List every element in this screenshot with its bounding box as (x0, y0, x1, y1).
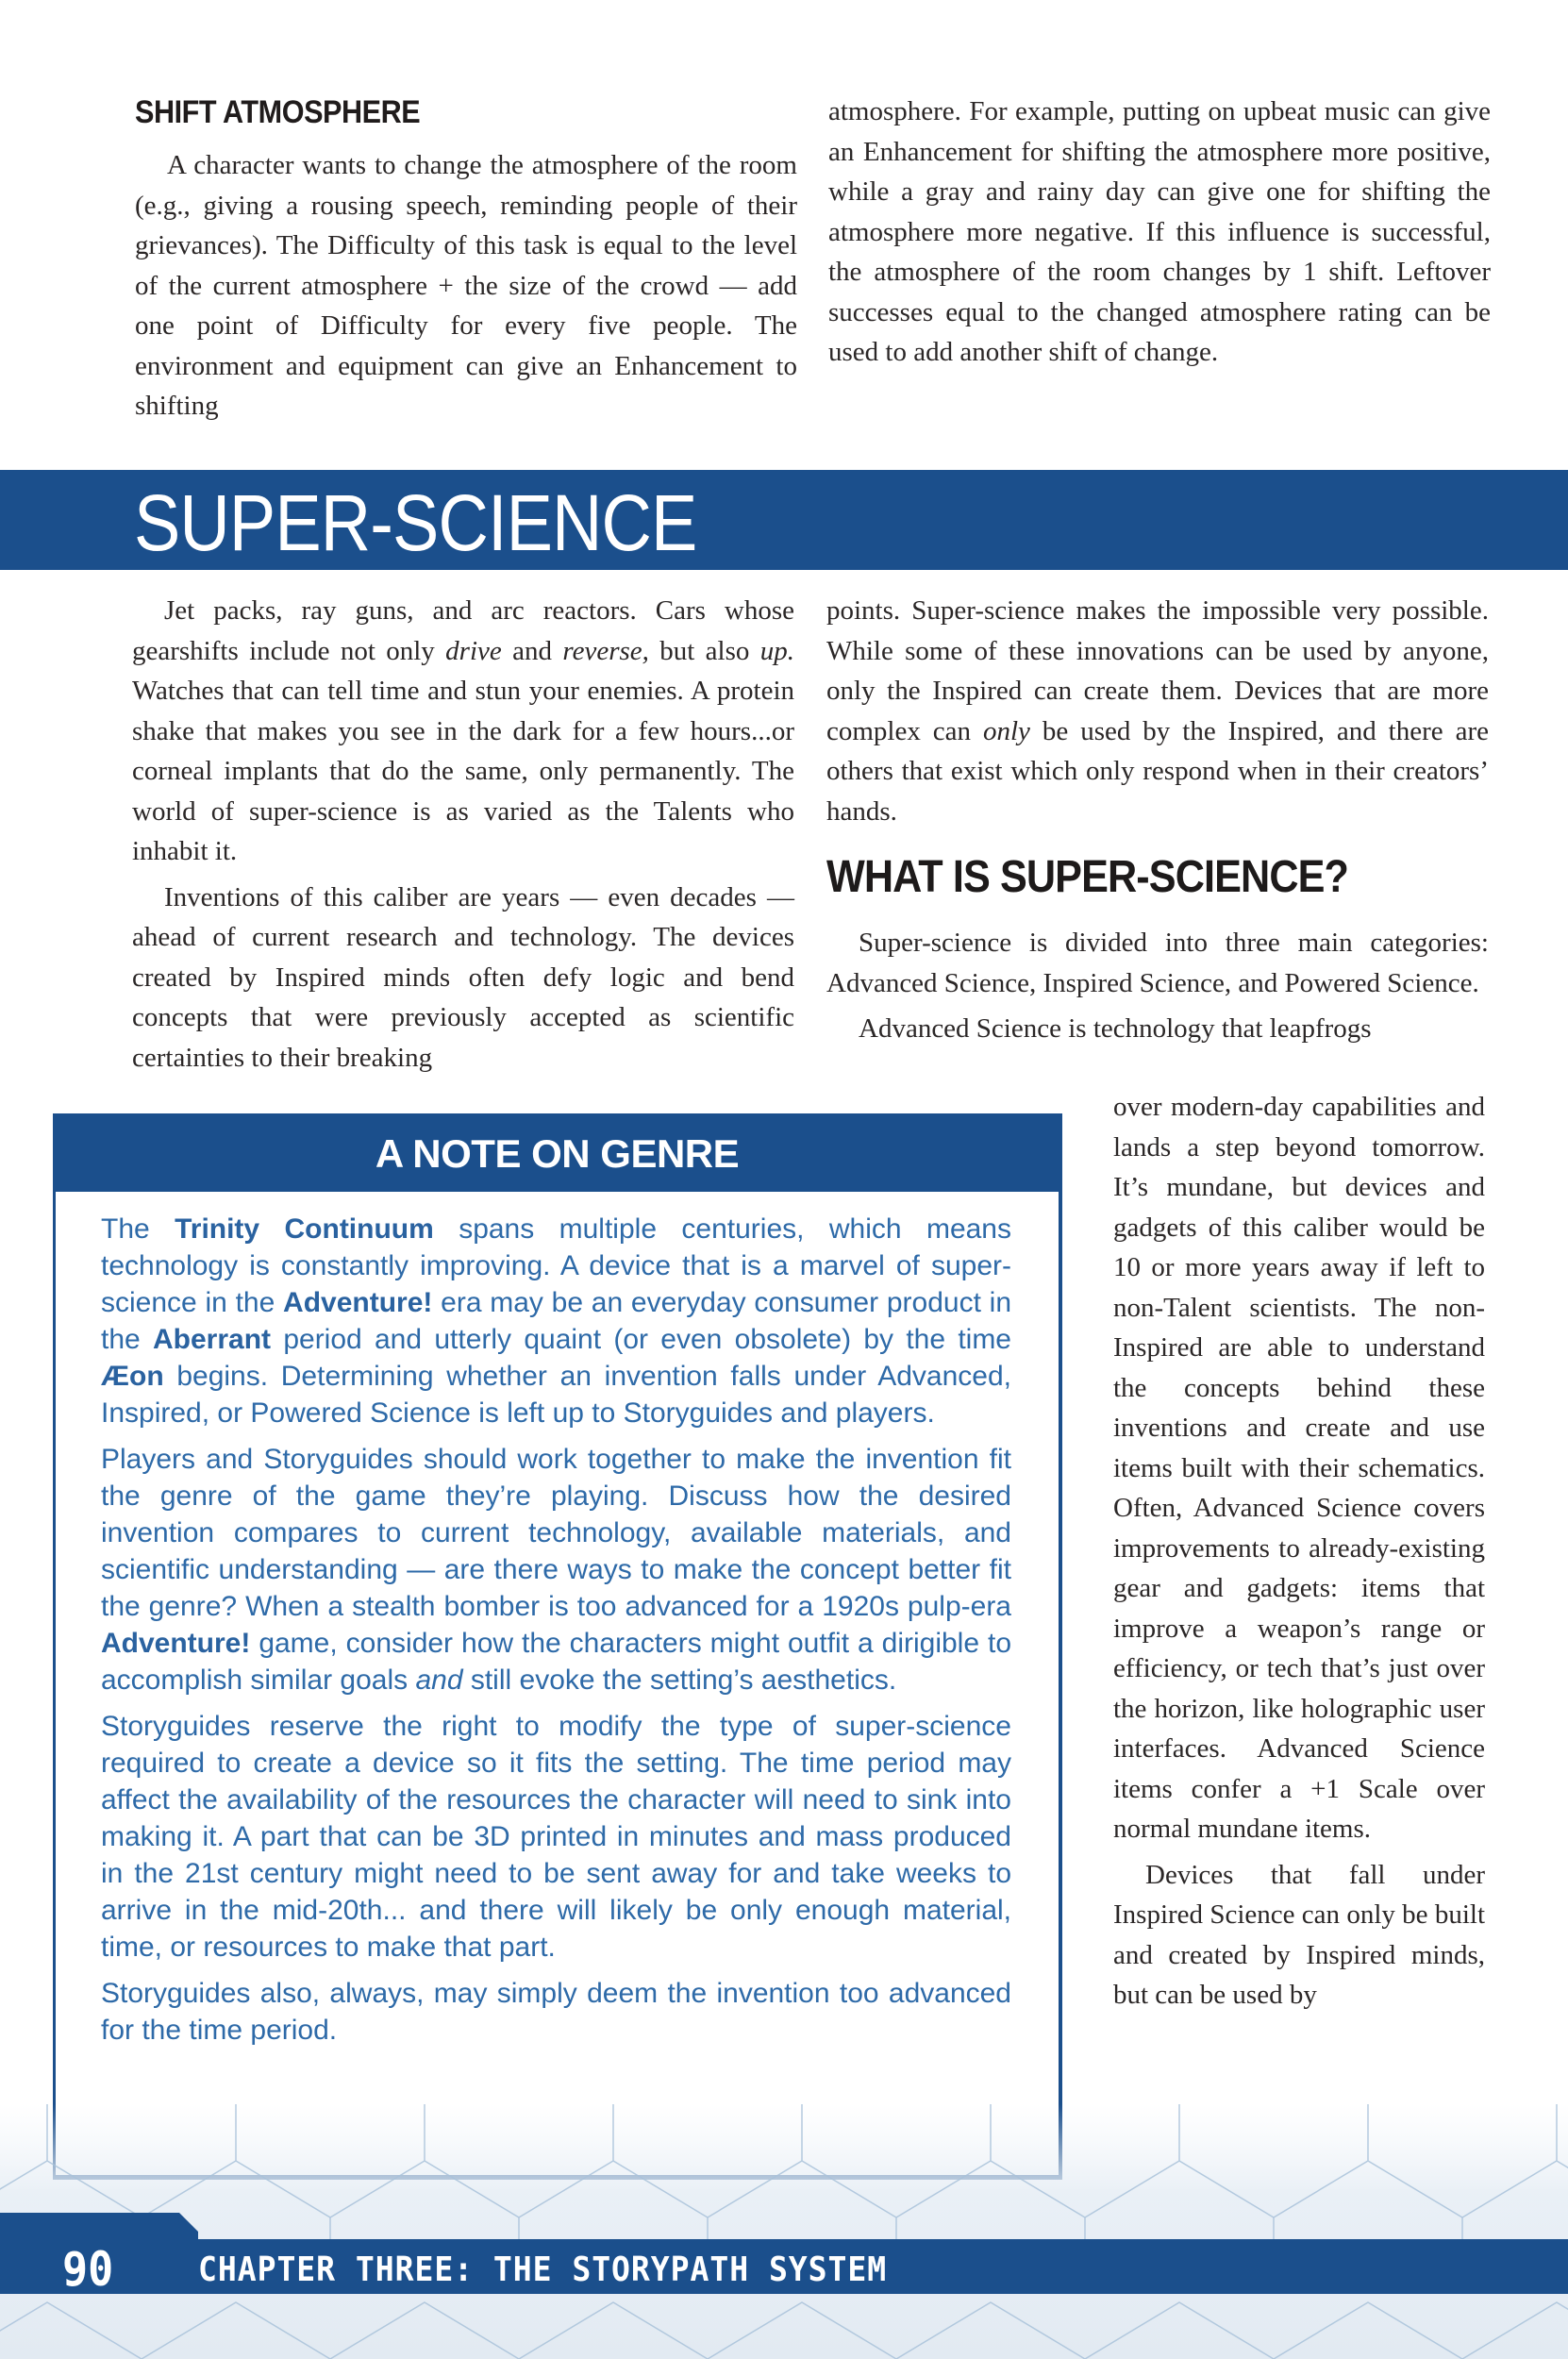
text-run: be used by the Inspired, and there are others that exist which only respond when in their creators’ hands. (826, 715, 1489, 827)
text-run: period and utterly quaint (or even obsolete) by the time (271, 1324, 1011, 1355)
game-title-text: Æon (101, 1361, 164, 1392)
inspired-science-paragraph: Devices that fall under Inspired Science can only be built and created by Inspired minds, but can be used by (1113, 1859, 1485, 2010)
section-header-bar (0, 470, 1568, 570)
shift-atmosphere-paragraph-continued: atmosphere. For example, putting on upbeat music can give an Enhancement for shifting the atmosphere more positive, while a gray and rainy day can give one for shifting the atmosphere more negative. If this influence is successful, the atmosphere of the room changes by 1 shift. Leftover successes equal to the changed atmosphere rating can be used to add another shift of change. (828, 96, 1491, 367)
italic-text: drive (445, 635, 502, 666)
sidebar-paragraph (101, 1441, 1011, 1698)
text-run: spans multiple centuries, which means technology is constantly improving. A device that is a marvel of super-science in the (101, 1213, 1011, 1318)
section-title: SUPER-SCIENCE (134, 478, 697, 567)
shift-atmosphere-right-column (828, 92, 1491, 373)
game-title-text: Adventure! (101, 1628, 251, 1659)
categories-paragraph: Super-science is divided into three main categories: Advanced Science, Inspired Science, and Powered Science. (826, 928, 1489, 998)
game-title-text: Aberrant (153, 1324, 272, 1355)
sidebar-paragraph (101, 1211, 1011, 1431)
text-run: Players and Storyguides should work together to make the invention fit the genre of the game they’re playing. Discuss how the desired invention compares to current technology, available materials, and scientific understanding — are there ways to make the concept better fit the genre? When a stealth bomber is too advanced for a 1920s pulp-era (101, 1444, 1011, 1622)
hex-pattern-background (0, 2104, 1568, 2359)
page-number: 90 (62, 2242, 114, 2297)
text-run: The (101, 1213, 175, 1245)
text-run: begins. Determining whether an invention falls under Advanced, Inspired, or Powered Science is left up to Storyguides and players. (101, 1361, 1011, 1429)
text-run: but also (648, 635, 760, 666)
italic-text: and (415, 1665, 463, 1696)
super-science-inventions-paragraph: Inventions of this caliber are years — even decades — ahead of current research and technology. The devices created by Inspired minds often defy logic and bend concepts that were previously accepted as scientific certainties to their breaking (132, 881, 794, 1073)
italic-text: only (983, 715, 1030, 746)
super-science-left-column (132, 591, 794, 1078)
italic-text: reverse, (562, 635, 649, 666)
text-run: Watches that can tell time and stun your enemies. A protein shake that makes you see in the dark for a few hours...or corneal implants that do the same, only permanently. The world of super-science is as varied as the Talents who inhabit it. (132, 676, 794, 866)
sidebar-header (56, 1116, 1059, 1192)
note-on-genre-sidebar (53, 1113, 1062, 2180)
shift-atmosphere-left-column (135, 145, 797, 427)
text-run: points. Super-science makes the impossible very possible. While some of these innovations can be used by anyone, only the Inspired can create them. Devices that are more complex can (826, 595, 1489, 746)
super-science-right-column (826, 591, 1489, 831)
what-is-super-science-heading: WHAT IS SUPER-SCIENCE? (826, 852, 1349, 902)
super-science-intro-paragraph (132, 591, 794, 872)
sidebar-title: A NOTE ON GENRE (375, 1131, 740, 1176)
text-run: still evoke the setting’s aesthetics. (462, 1665, 897, 1696)
sidebar-body (56, 1192, 1059, 2049)
game-title-text: Trinity Continuum (175, 1213, 434, 1245)
italic-text: up. (759, 635, 795, 666)
game-title-text: Adventure! (283, 1287, 433, 1318)
text-run: era may be an everyday consumer product in the (101, 1287, 1012, 1355)
super-science-inventions-paragraph-continued (826, 591, 1489, 831)
text-run: Jet packs, ray guns, and arc reactors. Cars whose gearshifts include not only (132, 595, 794, 666)
text-run: and (501, 635, 563, 666)
chapter-title: CHAPTER THREE: THE STORYPATH SYSTEM (198, 2250, 888, 2289)
sidebar-paragraph: Storyguides also, always, may simply deem the invention too advanced for the time period. (101, 1978, 1011, 2046)
advanced-science-narrow-column (1113, 1087, 1485, 2016)
advanced-science-first-line: Advanced Science is technology that leapfrogs (859, 1013, 1372, 1044)
text-run: game, consider how the characters might outfit a dirigible to accomplish similar goals (101, 1628, 1011, 1696)
sidebar-paragraph: Storyguides reserve the right to modify the type of super-science required to create a device so it fits the setting. The time period may affect the availability of the resources the character will need to sink into making it. A part that can be 3D printed in minutes and mass produced in the 21st century might need to be sent away for and take weeks to arrive in the mid-20th... and there will likely be only enough material, time, or resources to make that part. (101, 1711, 1011, 1963)
advanced-science-paragraph: over modern-day capabilities and lands a step beyond tomorrow. It’s mundane, but devices and gadgets of this caliber would be 10 or more years away if left to non-Talent scientists. The non-Inspired are able to understand the concepts behind these inventions and create and use items built with their schematics. Often, Advanced Science covers improvements to already-existing gear and gadgets: items that improve a weapon’s range or efficiency, or tech that’s just over the horizon, like holographic user interfaces. Advanced Science items confer a +1 Scale over normal mundane items. (1113, 1092, 1485, 1844)
what-is-column (826, 923, 1489, 1049)
shift-atmosphere-paragraph: A character wants to change the atmosphere of the room (e.g., giving a rousing speech, reminding people of their grievances). The Difficulty of this task is equal to the level of the current atmosphere + the size of the crowd — add one point of Difficulty for every five people. The environment and equipment can give an Enhancement to shifting (135, 150, 797, 421)
shift-atmosphere-heading: SHIFT ATMOSPHERE (135, 94, 421, 130)
